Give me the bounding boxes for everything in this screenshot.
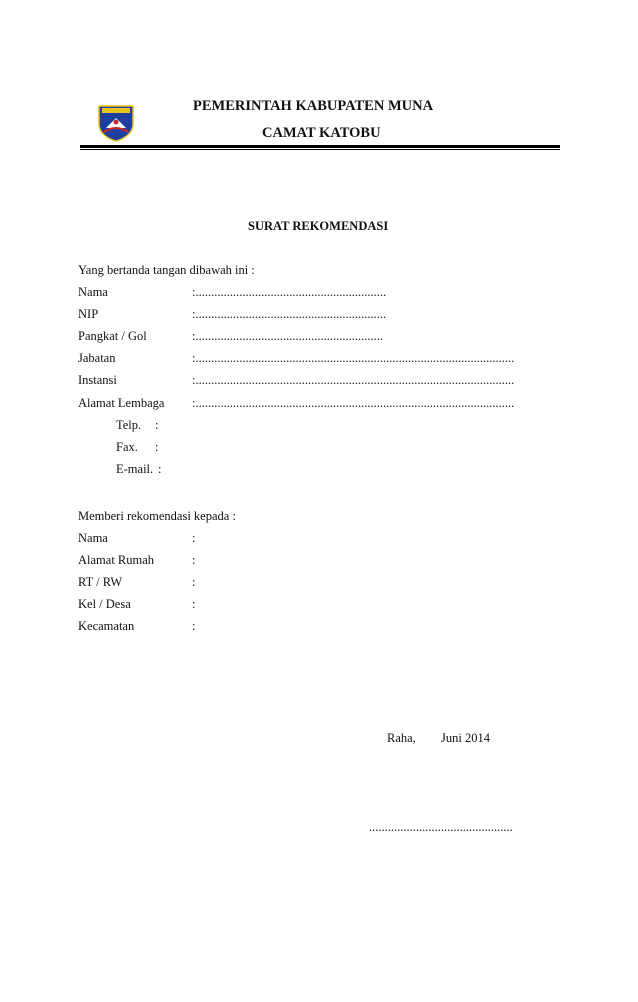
recipient-field-value: : [192,597,196,611]
signer-field-value: :...................................................................................................... [192,396,515,410]
contact-field-value: : [158,462,162,476]
contact-field-label: Fax. [116,440,138,454]
signer-field-value: :...................................................................................................... [192,351,515,365]
header-line-2: CAMAT KATOBU [262,125,381,141]
recipient-field-label: Nama [78,531,108,545]
recipient-field-value: : [192,619,196,633]
header-divider-thick [80,145,560,148]
header-divider-thin [80,149,560,150]
recipient-field-label: Alamat Rumah [78,553,155,567]
contact-field-label: Telp. [116,418,142,432]
signer-field-value: :............................................................ [192,329,383,343]
signer-field-label: Alamat Lembaga [78,396,165,410]
date-text: Juni 2014 [441,731,490,745]
intro-text: Yang bertanda tangan dibawah ini : [78,263,255,277]
signer-field-label: Pangkat / Gol [78,329,147,343]
signer-field-label: Instansi [78,373,117,387]
signer-field-value: :...................................................................................................... [192,373,515,387]
signer-field-label: Jabatan [78,351,116,365]
recipient-field-label: Kecamatan [78,619,135,633]
signer-field-value: :............................................................. [192,307,387,321]
recipient-field-label: RT / RW [78,575,123,589]
recipient-field-value: : [192,531,196,545]
contact-field-value: : [155,440,159,454]
recipient-field-value: : [192,553,196,567]
signer-field-value: :............................................................. [192,285,387,299]
recipient-field-value: : [192,575,196,589]
contact-field-label: E-mail. [116,462,154,476]
regency-emblem-icon [96,102,136,142]
contact-field-value: : [155,418,159,432]
recipient-field-label: Kel / Desa [78,597,131,611]
signer-field-label: Nama [78,285,108,299]
letter-title: SURAT REKOMENDASI [248,219,389,233]
signer-field-label: NIP [78,307,99,321]
signature-line: .............................................. [369,820,513,834]
header-line-1: PEMERINTAH KABUPATEN MUNA [193,98,434,114]
place-text: Raha, [387,731,416,745]
recommend-intro-text: Memberi rekomendasi kepada : [78,509,236,523]
